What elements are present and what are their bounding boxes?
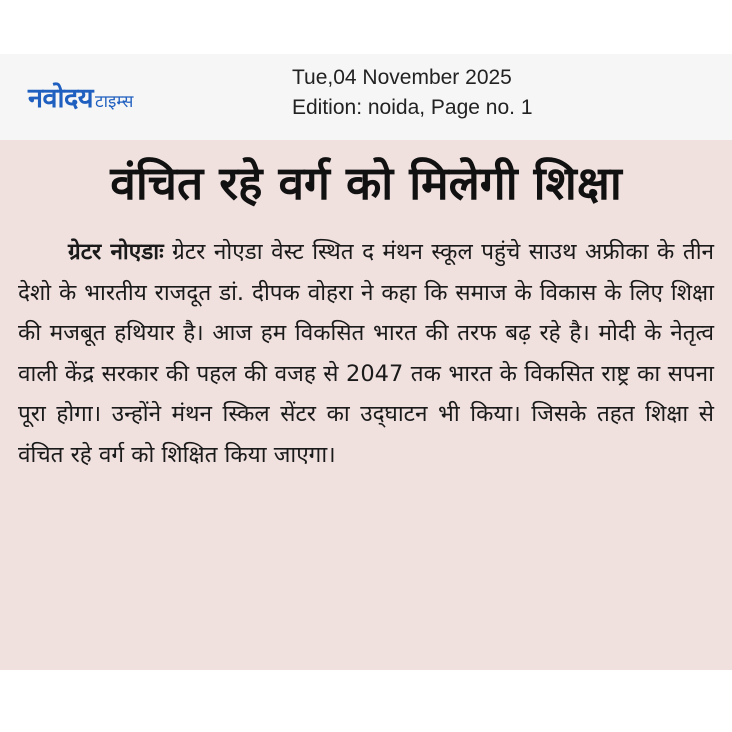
publication-date: Tue,04 November 2025 — [292, 66, 512, 89]
logo-sub-text: टाइम्स — [95, 92, 134, 112]
edition-info — [292, 63, 533, 123]
logo-main-text: नवोदय — [28, 83, 93, 114]
page-bottom-margin — [0, 670, 732, 732]
article-body — [18, 232, 714, 475]
article-text: ग्रेटर नोएडा वेस्ट स्थित द मंथन स्कूल पहुंचे साउथ अफ्रीका के तीन देशो के भारतीय राजदूत डां. दीपक वोहरा ने कहा कि समाज के विकास के लिए शिक्षा की मजबूत हथियार है। आज हम विकसित भारत की तरफ बढ़ रहे है। मोदी के नेतृत्व वाली केंद्र सरकार की पहल की वजह से 2047 तक भारत के विकसित राष्ट्र का सपना पूरा होगा। उन्होंने मंथन स्किल सेंटर का उद्‌घाटन भी किया। जिसके तहत शिक्षा से वंचित रहे वर्ग को शिक्षित किया जाएगा। — [18, 239, 715, 468]
article-dateline: ग्रेटर नोएडाः — [68, 239, 164, 265]
news-clipping — [0, 140, 732, 670]
epaper-header — [0, 54, 732, 140]
newspaper-logo[interactable] — [28, 78, 133, 115]
edition-page: Edition: noida, Page no. 1 — [292, 96, 533, 119]
article-headline: वंचित रहे वर्ग को मिलेगी शिक्षा — [110, 156, 622, 210]
